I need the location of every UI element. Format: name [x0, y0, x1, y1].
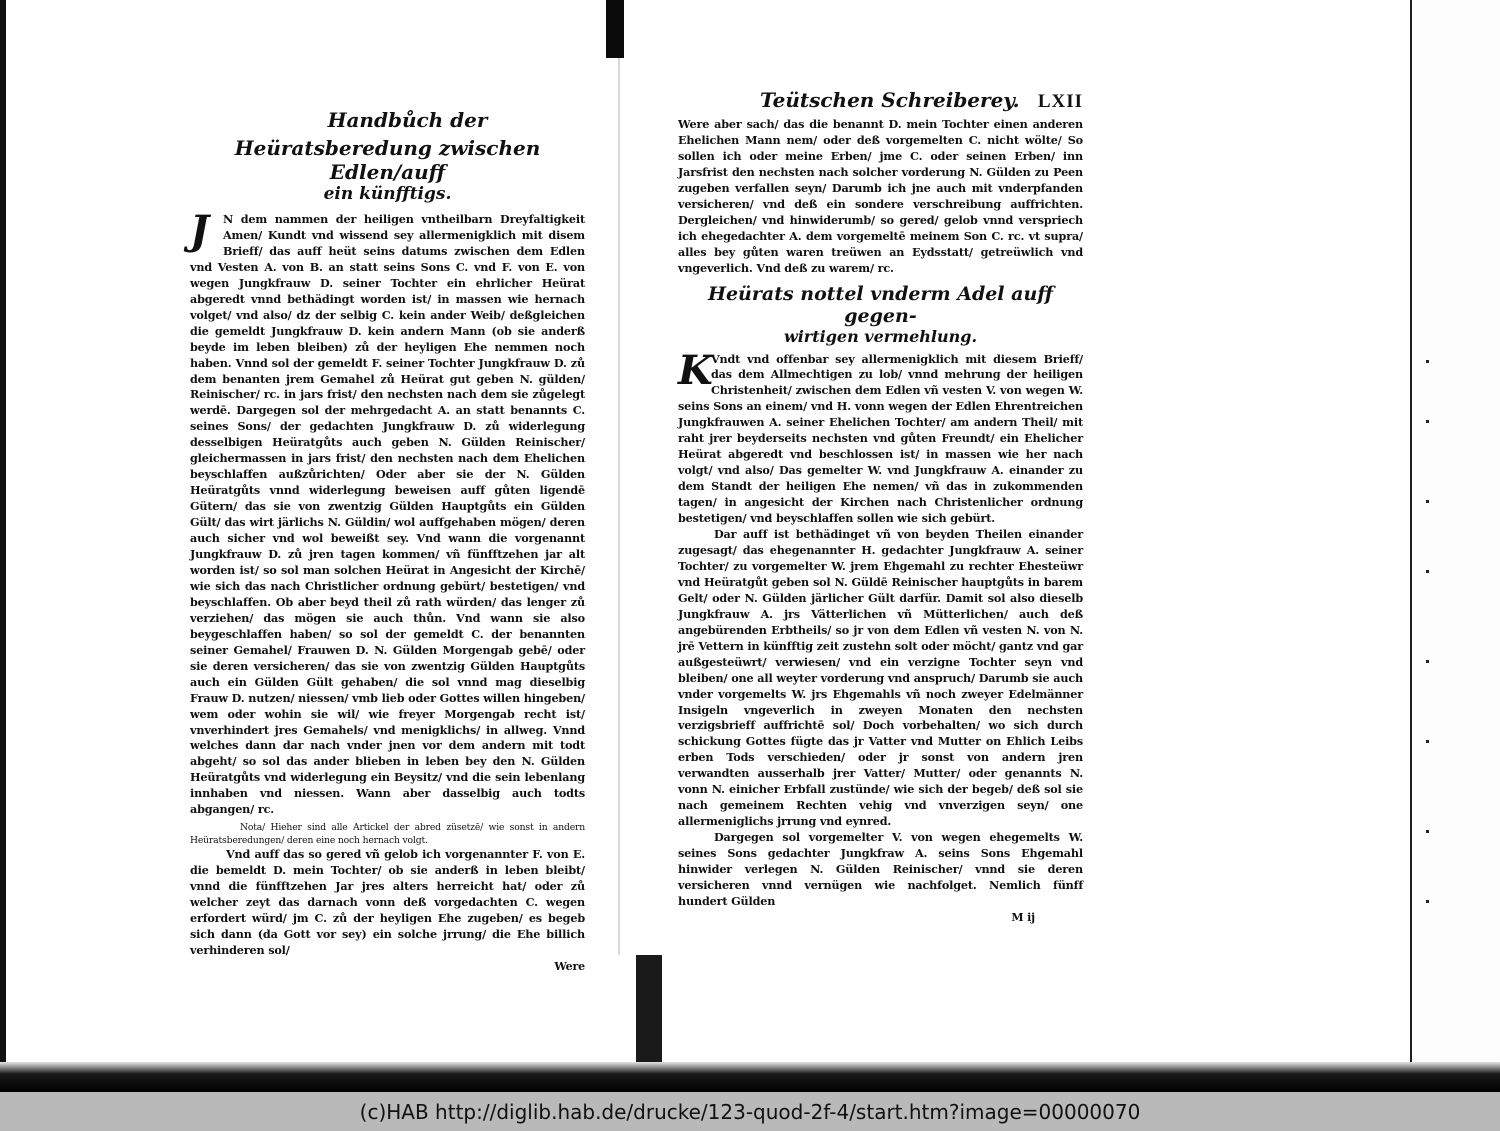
right-page-edge [1410, 0, 1412, 1062]
right-body-top [678, 117, 1083, 277]
right-paragraph-2: Vndt vnd offenbar sey allermenigklich mit diesem Brieff/ das dem Allmechtigen zu lob/ vnnd mehrung der heiligen Christenheit/ zwischen dem Edlen vñ vesten V. von wegen W. seins Sons an einem/ vnd H. vonn wegen der Edlen Ehrentreichen Jungkfrauwen A. seiner Ehelichen Tochter/ am andern Theil/ mit raht jrer beyderseits nechsten vnd gůten Freundt/ ein Ehelicher Heürat abgeredt vnd beschlossen ist/ in massen wie her nach volgt/ vnd also/ Das gemelter W. vnd Jungkfrauw A. einander zu dem Standt der heiligen Ehe nemen/ vñ das in zukommenden tagen/ in angesicht der Kirchen nach Christenlicher ordnung bestetigen/ vnd beyschlaffen sollen wie sich gebürt. [678, 351, 1083, 526]
left-paragraph-2: Vnd auff das so gered vñ gelob ich vorgenannter F. von E. die bemeldt D. mein Tochter/ ob sie anderß in leben bleibt/ vnnd die fünfftzehen Jar jres alters herreicht hat/ oder zů welcher zeyt das darnach vonn deß vorgedachten C. wegen erfordert würd/ jm C. zů der heyligen Ehe zugeben/ es begeb sich dann (da Gott vor sey) ein solche jrrung/ die Ehe billich verhinderen sol/ [190, 847, 585, 957]
right-page-text [678, 88, 1083, 926]
margin-specks [1420, 360, 1436, 920]
left-paragraph-1: N dem nammen der heiligen vntheilbarn Dreyfaltigkeit Amen/ Kundt vnd wissend sey allermenigklich mit disem Brieff/ das auff heüt seins datums zwischen dem Edlen vnd Vesten A. von B. an statt seins Sons C. vnd F. von E. von wegen Jungkfrauw D. seiner Tochter ein ehrlicher Heürat abgeredt vnnd bethädingt worden ist/ in massen wie hernach volget/ vnd also/ dz der selbig C. kein ander Weib/ deßgleichen die gemeldt Jungkfrauw D. kein andern Mann (ob sie anderß beyde im leben bleiben) zů der heyligen Ehe nemmen noch haben. Vnnd sol der gemeldt F. seiner Tochter Jungkfrauw D. zů dem benanten jrem Gemahel zů Heürat gut geben N. gülden/ Reinischer/ rc. in jars frist/ den nechsten nach dem sie zůgelegt werdē. Dargegen sol der mehrgedacht A. an statt benannts C. seines Sons/ der gedachten Jungkfrauw D. zů widerlegung desselbigen Heüratgůts auch geben N. Gülden Reinischer/ gleichermassen in jars frist/ den nechsten nach dem Ehelichen beyschlaffen außzůrichten/ Oder aber sie der N. Gülden Heüratgůts vnnd widerlegung beweisen auff gůten ligendē Gütern/ das sie von zwentzig Gülden Hauptgůts ein Gülden Gült/ das wirt järlichs N. Güldin/ wol auffgehaben mögen/ deren auch sicher vnd wol beweißt sey. Vnd wann die vorgenannt Jungkfrauw D. zů jren tagen kommen/ vñ fünfftzehen jar alt worden ist/ so sol man solchen Heürat in Angesicht der Kirchē/ wie sich das nach Christlicher ordnung gebürt/ bestetigen/ vnd beyschlaffen. Ob aber beyd theil zů rath würden/ das lenger zů verziehen/ das mögen sie auch thůn. Vnd wann sie also beygeschlaffen haben/ so sol der gemeldt C. der benannten seiner Gemahel/ Frauwen D. N. Gülden Morgengab gebē/ oder sie deren versicheren/ das sie von zwentzig Gülden Hauptgůts auch ein Gülden Gült gehaben/ die sol vnnd mag dieselbig Frauw D. nutzen/ niessen/ vmb lieb oder Gottes willen hingeben/ wem oder wohin sie wil/ wie freyer Morgengab recht ist/ vnverhindert jres Gemahels/ vnd menigklichs/ in allweg. Vnnd welches dann dar nach vnder jnen vor dem andern mit todt abgeht/ so sol das ander blieben in leben bey den N. Gülden Heüratgůts vnd widerlegung ein Beysitz/ vnd die sein lebenlang innhaben vnd niessen. Wann aber dasselbig auch todts abgangen/ rc. [190, 212, 585, 817]
left-heading-3: ein künfftigs. [323, 184, 452, 204]
left-dropcap: J [190, 207, 209, 254]
left-heading-1: Handbůch der [327, 108, 488, 132]
running-header [678, 88, 1083, 113]
footer-url: (c)HAB http://diglib.hab.de/drucke/123-quod-2f-4/start.htm?image=00000070 [359, 1099, 1141, 1124]
right-paragraph-3: Dar auff ist bethädinget vñ von beyden Theilen einander zugesagt/ das ehegenannter H. gedachter Jungkfrauw A. seiner Tochter/ zu vorgemelter W. jrem Ehgemahl zu rechter Ehesteüwr vnd Heüratgůt geben sol N. Güldē Reinischer hauptgůts in barem Gelt/ oder N. Gülden järlicher Gült darfür. Damit sol also dieselb Jungkfrauw A. jrs Vätterlichen vñ Mütterlichen/ auch deß angebürenden Erbtheils/ so jr von dem Edlen vñ vesten N. von N. jrē Vettern in künfftig zeit zustehn solt oder möcht/ gantz vnd gar außgesteüwrt/ verwiesen/ vnd ein verzigne Tochter seyn vnd bleiben/ one all weyter vorderung vnd anspruch/ Darumb sie auch vnder vorgemelts W. jrs Ehgemahls vñ noch zweyer Edelmänner Insigeln vngeverlich in zweyen Monaten den nechsten verzigsbrieff auffrichtē sol/ Doch vorbehalten/ wo sich durch schickung Gottes fügte das jr Vatter vnd Mutter on Ehlich Leibs erben Tods verschieden/ oder jr sonst von andern jren verwandten ausserhalb jrer Vatter/ Mutter/ oder genannts N. vonn N. einicher Erbfall zustünde/ wie sich der begeb/ deß sol sie nach gemeinem Rechten vehig vnd vnverzigen seyn/ one allermeniglichs jrrung vnd eynred. [678, 527, 1083, 829]
right-heading-2: wirtigen vermehlung. [783, 326, 978, 346]
gutter-line [618, 58, 620, 955]
left-heading-2: Heüratsberedung zwischen Edlen/auff [234, 136, 541, 184]
left-catchword: Were [554, 959, 585, 973]
left-page-text [190, 108, 585, 975]
right-heading-1: Heürats nottel vnderm Adel auff gegen- [708, 282, 1053, 327]
right-body [678, 346, 1083, 926]
binding-shadow-top [606, 0, 624, 58]
right-dropcap: K [678, 346, 713, 394]
copyright-footer [0, 1092, 1500, 1131]
right-paragraph-1: Were aber sach/ das die benannt D. mein Tochter einen anderen Ehelichen Mann nem/ oder deß vorgemelten C. nicht wölte/ So sollen ich oder meine Erben/ jme C. oder seinen Erben/ inn Jarsfrist den nechsten nach solcher vorderung N. Gülden zu Peen zugeben verfallen seyn/ Darumb ich jne auch mit vnderpfanden versicheren/ vnd deß ein sondere verschreibung auffrichten. Dergleichen/ vnd hinwiderumb/ so gered/ gelob vnnd verspriech ich ehegedachter A. dem vorgemeltē meinem Son C. rc. vt supra/ alles bey gůten waren treüwen an Eydsstatt/ getreüwlich vnd vngeverlich. Vnd deß zu warem/ rc. [678, 117, 1083, 275]
left-body [190, 207, 585, 975]
running-title: Teütschen Schreiberey. [760, 88, 1020, 112]
left-page-edge [0, 0, 6, 1092]
right-paragraph-4: Dargegen sol vorgemelter V. von wegen ehegemelts W. seines Sons gedachter Jungkfraw A. seins Sons Ehgemahl hinwider verlegen N. Gülden Reinischer/ vnnd sie deren versicheren vnnd vernügen wie nachfolget. Nemlich fünff hundert Gülden [678, 830, 1083, 908]
left-note: Nota/ Hieher sind alle Artickel der abred züsetzē/ wie sonst in andern Heüratsberedungen/ deren eine noch hernach volgt. [190, 822, 585, 846]
folio-number: LXII [1037, 91, 1083, 112]
bottom-scan-shadow [0, 1062, 1500, 1092]
signature-mark: M ij [1011, 910, 1035, 924]
